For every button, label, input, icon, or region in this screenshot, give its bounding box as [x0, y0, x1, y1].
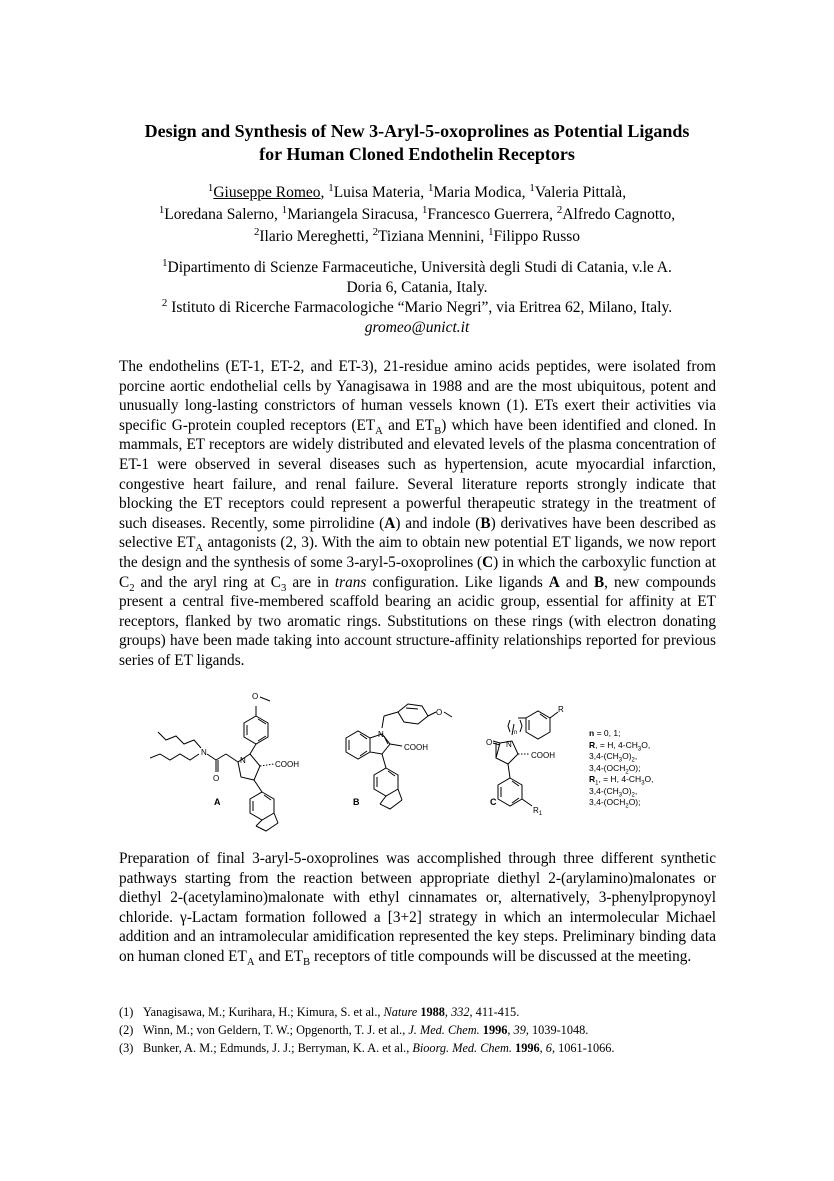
author: $^1$Mariangela Siracusa,	[281, 203, 422, 223]
atom-label: O	[213, 774, 220, 783]
cooh-label: COOH	[275, 760, 299, 769]
intro-paragraph: The endothelins (ET-1, ET-2, and ET-3), 21-residue amino acids peptides, were isolated from porcine aortic endothelial cells by Yanagisawa in 1988 and are the most ubiquitous, potent and unusually long-lasting constrictors of human vessels known (1). ETs exert their activities via specific G-protein coupled receptors ($ET_A$ and $ET_B$) which have been identified and cloned. In mammals, ET receptors are widely distributed and elevated levels of the plasma concentration of ET-1 were observed in several diseases such as hypertension, acute myocardial infarction, congestive heart failure, and renal failure. Several literature reports strongly indicate that blocking the ET receptors could represent a powerful therapeutic strategy in the treatment of such diseases. Recently, some pirrolidine (A) and indole (B) derivatives have been described as selective $ET_A$ antagonists (2, 3). With the aim to obtain new potential ET ligands, we now report the design and the synthesis of some 3-aryl-5-oxoprolines (C) in which the carboxylic function at $C_2$ and the aryl ring at $C_3$ are in trans configuration. Like ligands A and B, new compounds present a central five-membered scaffold bearing an acidic group, essential for affinity at ET receptors, flanked by two aromatic rings. Substitutions on these rings (with electron donating groups) have been made taking into account structure-affinity relationships reported for previous series of ET ligands.	[119, 358, 717, 669]
atom-label: N	[201, 748, 207, 757]
author-line-3	[90, 226, 744, 248]
affiliations	[110, 258, 724, 338]
legend-line: $3,4-(CH_3O)_2$,	[589, 751, 638, 764]
atom-label: O	[436, 708, 443, 717]
title-line-2: for Human Cloned Endothelin Receptors	[259, 144, 575, 164]
structure-label-b: B	[353, 797, 360, 807]
reference-item: (2) Winn, M.; von Geldern, T. W.; Opgenorth, T. J. et al., J. Med. Chem. 1996, 39, 1039-1048.	[119, 1023, 589, 1037]
atom-label: n	[514, 730, 518, 736]
atom-label: N	[378, 730, 384, 739]
author: $^1$Valeria Pittalà,	[529, 181, 627, 201]
substituent-legend	[589, 728, 699, 809]
legend-line: R, = H, $4-CH_3O$,	[589, 739, 651, 753]
reference-list	[119, 1003, 719, 1057]
author: $^2$Alfredo Cagnotto,	[556, 203, 676, 223]
atom-label: O	[486, 738, 493, 747]
author-line-1	[90, 182, 744, 204]
author: $^1$Loredana Salerno,	[158, 203, 282, 223]
cooh-label: COOH	[531, 751, 555, 760]
atom-label: N	[240, 756, 246, 765]
atom-label: $R_1$	[533, 806, 543, 817]
structure-a	[150, 692, 299, 831]
legend-line: $3,4-(CH_3O)_2$,	[589, 785, 638, 799]
reference-item: (1) Yanagisawa, M.; Kurihara, H.; Kimura, S. et al., Nature 1988, 332, 411-415.	[119, 1005, 520, 1019]
paper-title	[90, 120, 744, 166]
contact-email: gromeo@unict.it	[364, 319, 470, 336]
title-line-1: Design and Synthesis of New 3-Aryl-5-oxoprolines as Potential Ligands	[144, 121, 690, 141]
structure-label-c: C	[490, 797, 497, 807]
atom-label: R	[558, 705, 564, 714]
legend-line: $3,4-(OCH_2O)$;	[589, 797, 641, 810]
author: $^1$Maria Modica,	[427, 181, 530, 201]
atom-label: O	[252, 692, 259, 701]
atom-label: N	[506, 740, 512, 749]
author: $^1$Giuseppe Romeo,	[207, 181, 329, 201]
legend-line: $R_1$, = H, $4-CH_3O$,	[589, 774, 654, 787]
structure-c	[486, 705, 564, 817]
author: $^2$Tiziana Mennini,	[372, 225, 489, 245]
reference-item: (3) Bunker, A. M.; Edmunds, J. J.; Berryman, K. A. et al., Bioorg. Med. Chem. 1996, 6, 1061-1066.	[119, 1041, 615, 1055]
author: $^1$Luisa Materia,	[328, 181, 428, 201]
author: $^1$Francesco Guerrera,	[421, 203, 557, 223]
author-line-2	[90, 204, 744, 226]
author-list	[90, 182, 744, 248]
cooh-label: COOH	[404, 743, 428, 752]
author: $^2$Ilario Mereghetti,	[253, 225, 373, 245]
author: $^1$Filippo Russo	[488, 225, 581, 245]
legend-line: n = 0, 1;	[589, 728, 621, 738]
affiliation-1: $^1$Dipartimento di Scienze Farmaceutiche, Università degli Studi di Catania, v.le A.	[162, 256, 672, 276]
synthesis-paragraph: Preparation of final 3-aryl-5-oxoprolines was accomplished through three different synthetic pathways starting from the reaction between appropriate diethyl 2-(arylamino)malonates or diethyl 2-(acetylamino)malonate with ethyl cinnamates or, alternatively, 3-phenylpropynoyl chloride. γ-Lactam formation followed a [3+2] strategy in which an intermolecular Michael addition and an intramolecular amidification represented the key steps. Preliminary binding data on human cloned $ET_A$ and $ET_B$ receptors of title compounds will be discussed at the meeting.	[119, 850, 716, 969]
affiliation-1-cont: Doria 6, Catania, Italy.	[346, 279, 488, 296]
structure-b	[346, 704, 452, 809]
structure-label-a: A	[214, 797, 221, 807]
affiliation-2: $^2$ Istituto di Ricerche Farmacologiche “Mario Negri”, via Eritrea 62, Milano, Italy.	[161, 296, 673, 316]
legend-line: $3,4-(OCH_2O)$;	[589, 762, 641, 776]
